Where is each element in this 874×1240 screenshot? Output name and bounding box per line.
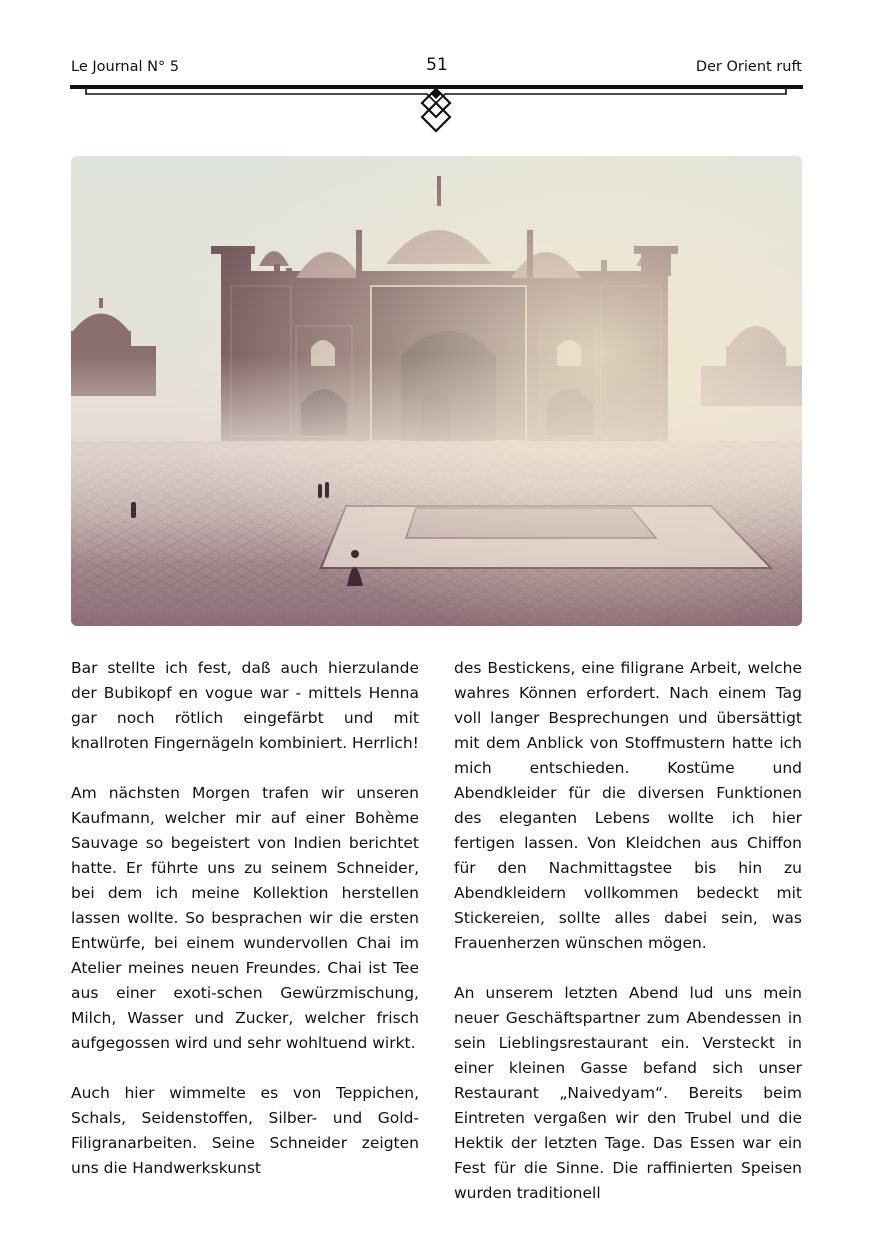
page-number: 51 — [426, 55, 448, 75]
journal-title: Le Journal N° 5 — [71, 59, 180, 75]
left-column — [71, 656, 419, 1206]
header-divider-ornament — [0, 0, 874, 140]
paragraph: Bar stellte ich fest, daß auch hierzulande der Bubikopf en vogue war - mittels Henna gar noch rötlich eingefärbt und mit knallroten Fingernägeln kombiniert. Herrlich! — [71, 659, 419, 752]
taj-mahal-photo — [71, 156, 802, 626]
paragraph: Auch hier wimmelte es von Teppichen, Schals, Seidenstoffen, Silber- und Gold-Filigranarbeiten. Seine Schneider zeigten uns die Handwerkskunst — [71, 1084, 419, 1177]
section-title: Der Orient ruft — [695, 59, 802, 75]
paragraph: An unserem letzten Abend lud uns mein neuer Geschäftspartner zum Abendessen in sein Lieblingsrestaurant ein. Versteckt in einer kleinen Gasse befand sich unser Restaurant „Naivedyam“. Bereits beim Eintreten vergaßen wir den Trubel und die Hektik der letzten Tage. Das Essen war ein Fest für die Sinne. Die raffinierten Speisen wurden traditionell — [454, 984, 802, 1202]
paragraph: Am nächsten Morgen trafen wir unseren Kaufmann, welcher mir auf einer Bohème Sauvage so begeistert von Indien berichtet hatte. Er führte uns zu seinem Schneider, bei dem ich meine Kollektion herstellen lassen wollte. So besprachen wir die ersten Entwürfe, bei einem wundervollen Chai im Atelier meines neuen Freundes. Chai ist Tee aus einer exoti-schen Gewürzmischung, Milch, Wasser und Zucker, welcher frisch aufgegossen wird und sehr wohltuend wirkt. — [71, 784, 419, 1052]
paragraph: des Bestickens, eine filigrane Arbeit, welche wahres Können erfordert. Nach einem Tag voll langer Besprechungen und übersättigt mit dem Anblick von Stoffmustern hatte ich mich entschieden. Kostüme und Abendkleider für die diversen Funktionen des eleganten Lebens wollte ich hier fertigen lassen. Von Kleidchen aus Chiffon für den Nachmittagstee bis hin zu Abendkleidern vollkommen bedeckt mit Stickereien, sollte alles dabei sein, was Frauenherzen wünschen mögen. — [454, 659, 802, 952]
right-column — [454, 656, 802, 1231]
